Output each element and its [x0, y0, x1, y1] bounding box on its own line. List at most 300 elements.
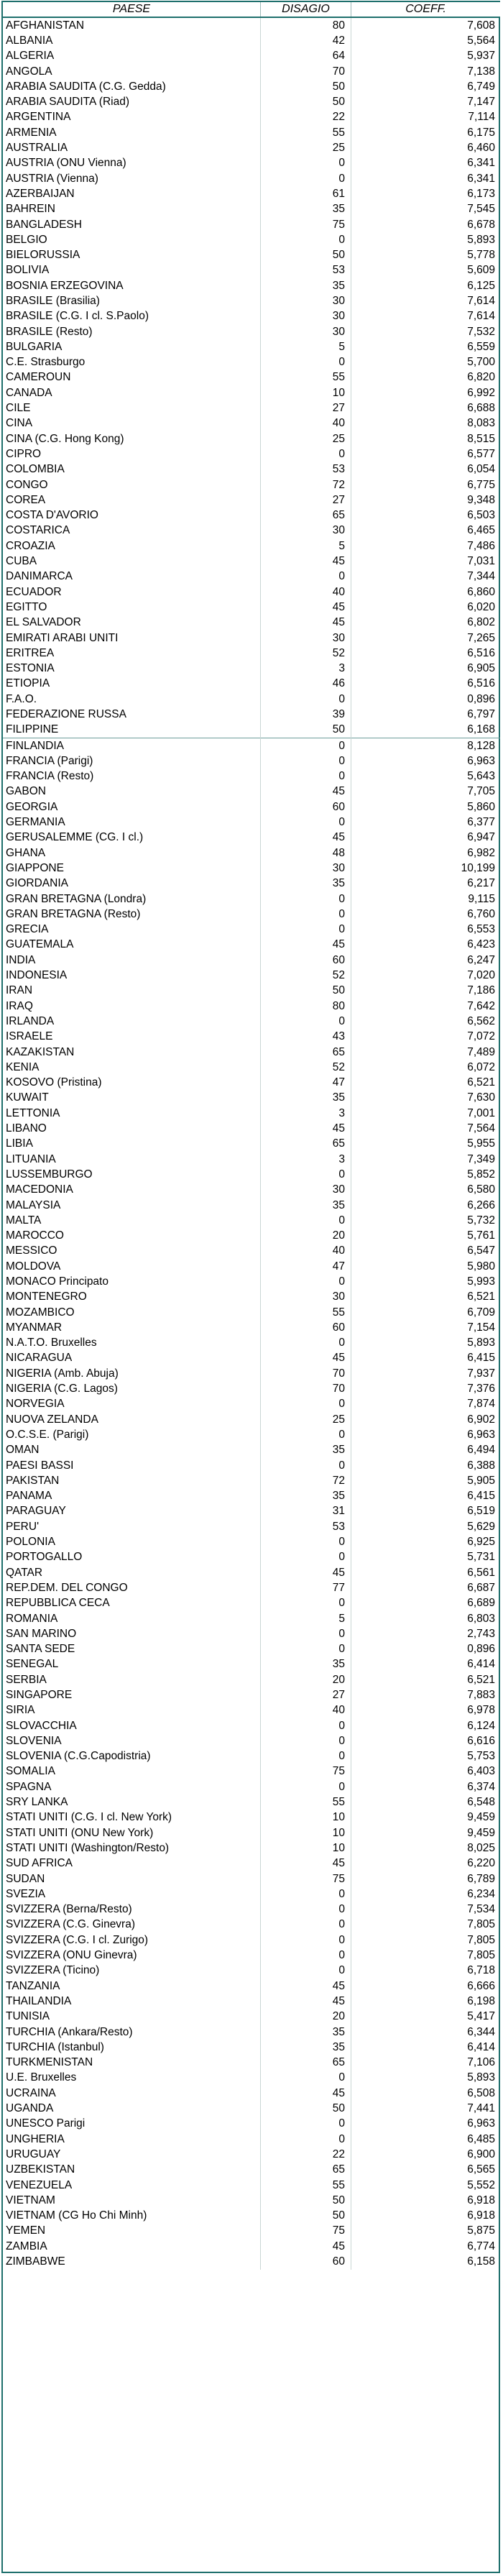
- disagio-cell: 53: [261, 1519, 351, 1534]
- table-row: [3, 2224, 500, 2239]
- table-row: [3, 1580, 500, 1595]
- disagio-cell: 35: [261, 1198, 351, 1213]
- disagio-cell: 0: [261, 232, 351, 247]
- coeff-cell: 7,874: [467, 1398, 495, 1411]
- coeff-cell: 7,265: [467, 631, 495, 644]
- disagio-cell: 5: [261, 538, 351, 554]
- country-cell: BIELORUSSIA: [3, 247, 261, 262]
- disagio-cell: 45: [261, 554, 351, 569]
- coeff-cell: 7,705: [467, 785, 495, 798]
- disagio-cell: 39: [261, 707, 351, 722]
- table-row: [3, 891, 500, 907]
- coeff-cell: 6,341: [467, 172, 495, 185]
- disagio-cell: 27: [261, 492, 351, 508]
- coeff-cell: 2,743: [467, 1627, 495, 1640]
- country-cell: REP.DEM. DEL CONGO: [3, 1580, 261, 1595]
- coefficient-table: [3, 2, 500, 2270]
- table-row: [3, 33, 500, 48]
- coeff-cell: 6,220: [467, 1857, 495, 1870]
- disagio-cell: 3: [261, 1106, 351, 1121]
- table-row: [3, 569, 500, 585]
- coeff-cell: 5,564: [467, 34, 495, 47]
- country-cell: ALGERIA: [3, 49, 261, 64]
- disagio-cell: 0: [261, 769, 351, 784]
- coeff-cell: 6,519: [467, 1505, 495, 1518]
- disagio-cell: 0: [261, 1933, 351, 1948]
- disagio-cell: 20: [261, 2009, 351, 2025]
- table-row: [3, 600, 500, 615]
- country-cell: YEMEN: [3, 2224, 261, 2239]
- country-cell: U.E. Bruxelles: [3, 2071, 261, 2086]
- table-row: [3, 1336, 500, 1351]
- country-cell: COREA: [3, 492, 261, 508]
- country-cell: AUSTRIA (Vienna): [3, 171, 261, 186]
- country-cell: CANADA: [3, 385, 261, 400]
- table-row: [3, 1948, 500, 1963]
- coeff-cell: 7,186: [467, 984, 495, 997]
- table-row: [3, 2239, 500, 2254]
- coeff-cell: 6,565: [467, 2163, 495, 2176]
- disagio-cell: 0: [261, 2117, 351, 2132]
- disagio-cell: 80: [261, 999, 351, 1014]
- table-row: [3, 1366, 500, 1381]
- table-row: [3, 2178, 500, 2193]
- coeff-cell: 6,963: [467, 2117, 495, 2130]
- table-row: [3, 1290, 500, 1305]
- disagio-cell: 0: [261, 1534, 351, 1549]
- disagio-cell: 40: [261, 585, 351, 600]
- disagio-cell: 53: [261, 462, 351, 477]
- country-cell: BELGIO: [3, 232, 261, 247]
- table-row: [3, 830, 500, 845]
- disagio-cell: 45: [261, 1565, 351, 1580]
- coeff-cell: 6,947: [467, 831, 495, 844]
- country-cell: CINA: [3, 416, 261, 431]
- country-cell: GEORGIA: [3, 799, 261, 815]
- country-cell: CUBA: [3, 554, 261, 569]
- country-cell: TUNISIA: [3, 2009, 261, 2025]
- coeff-cell: 6,548: [467, 1796, 495, 1809]
- coeff-cell: 6,516: [467, 646, 495, 659]
- table-row: [3, 938, 500, 953]
- coeff-cell: 8,025: [467, 1841, 495, 1854]
- country-cell: NUOVA ZELANDA: [3, 1412, 261, 1427]
- country-cell: ARABIA SAUDITA (Riad): [3, 94, 261, 109]
- disagio-cell: 10: [261, 1810, 351, 1825]
- disagio-cell: 0: [261, 922, 351, 938]
- disagio-cell: 30: [261, 1183, 351, 1198]
- country-cell: LIBIA: [3, 1137, 261, 1152]
- disagio-cell: 45: [261, 2086, 351, 2101]
- table-row: [3, 1351, 500, 1366]
- table-row: [3, 1856, 500, 1871]
- coeff-cell: 6,414: [467, 1658, 495, 1671]
- table-row: [3, 707, 500, 722]
- disagio-cell: 0: [261, 1213, 351, 1228]
- disagio-cell: 0: [261, 1779, 351, 1795]
- coeff-cell: 5,417: [467, 2010, 495, 2023]
- table-row: [3, 523, 500, 538]
- coeff-cell: 6,234: [467, 1887, 495, 1900]
- disagio-cell: 0: [261, 1458, 351, 1473]
- disagio-cell: 27: [261, 400, 351, 416]
- table-row: [3, 1657, 500, 1672]
- country-cell: TURCHIA (Istanbul): [3, 2040, 261, 2055]
- disagio-cell: 35: [261, 1091, 351, 1106]
- disagio-cell: 0: [261, 446, 351, 462]
- table-row: [3, 477, 500, 492]
- table-row: [3, 1611, 500, 1626]
- coeff-cell: 7,937: [467, 1367, 495, 1380]
- disagio-cell: 30: [261, 861, 351, 876]
- table-row: [3, 370, 500, 385]
- disagio-cell: 50: [261, 984, 351, 999]
- table-row: [3, 677, 500, 692]
- table-row: [3, 1075, 500, 1090]
- table-row: [3, 1519, 500, 1534]
- country-cell: ANGOLA: [3, 64, 261, 79]
- country-cell: SVIZZERA (ONU Ginevra): [3, 1948, 261, 1963]
- table-row: [3, 1871, 500, 1887]
- country-cell: UNGHERIA: [3, 2132, 261, 2147]
- disagio-cell: 25: [261, 1412, 351, 1427]
- coeff-cell: 5,731: [467, 1551, 495, 1564]
- coeff-cell: 6,774: [467, 2240, 495, 2252]
- disagio-cell: 75: [261, 1871, 351, 1887]
- coeff-cell: 9,348: [467, 493, 495, 506]
- coeff-cell: 6,341: [467, 157, 495, 170]
- coeff-cell: 7,349: [467, 1152, 495, 1165]
- country-cell: ESTONIA: [3, 661, 261, 676]
- coeff-cell: 7,344: [467, 570, 495, 583]
- disagio-cell: 30: [261, 523, 351, 538]
- country-cell: FEDERAZIONE RUSSA: [3, 707, 261, 722]
- table-row: [3, 1841, 500, 1856]
- disagio-cell: 0: [261, 1641, 351, 1656]
- country-cell: PERU': [3, 1519, 261, 1534]
- coefficient-table-frame: [1, 1, 500, 2573]
- disagio-cell: 45: [261, 784, 351, 799]
- table-row: [3, 309, 500, 324]
- country-cell: ARMENIA: [3, 125, 261, 140]
- disagio-cell: 47: [261, 1259, 351, 1274]
- coeff-cell: 6,709: [467, 1306, 495, 1319]
- coeff-cell: 6,963: [467, 754, 495, 767]
- coeff-cell: 6,718: [467, 1964, 495, 1977]
- coeff-cell: 6,760: [467, 907, 495, 920]
- country-cell: TURCHIA (Ankara/Resto): [3, 2025, 261, 2040]
- disagio-cell: 0: [261, 171, 351, 186]
- country-cell: LETTONIA: [3, 1106, 261, 1121]
- coeff-cell: 5,643: [467, 770, 495, 783]
- disagio-cell: 0: [261, 1274, 351, 1289]
- country-cell: UCRAINA: [3, 2086, 261, 2101]
- table-row: [3, 278, 500, 293]
- country-cell: TURKMENISTAN: [3, 2055, 261, 2070]
- country-cell: MESSICO: [3, 1244, 261, 1259]
- coeff-cell: 7,532: [467, 325, 495, 338]
- table-row: [3, 861, 500, 876]
- table-row: [3, 1703, 500, 1718]
- disagio-cell: 53: [261, 263, 351, 278]
- table-row: [3, 64, 500, 79]
- table-row: [3, 615, 500, 631]
- table-row: [3, 140, 500, 155]
- coeff-cell: 6,168: [467, 723, 495, 736]
- coeff-cell: 7,489: [467, 1045, 495, 1058]
- disagio-cell: 65: [261, 2055, 351, 2070]
- country-cell: ZAMBIA: [3, 2239, 261, 2254]
- country-cell: INDONESIA: [3, 968, 261, 983]
- coeff-cell: 6,485: [467, 2132, 495, 2145]
- coeff-cell: 5,893: [467, 233, 495, 246]
- table-row: [3, 431, 500, 446]
- country-cell: EMIRATI ARABI UNITI: [3, 631, 261, 646]
- table-row: [3, 1274, 500, 1289]
- table-row: [3, 2208, 500, 2223]
- disagio-cell: 0: [261, 692, 351, 707]
- country-cell: IRAN: [3, 984, 261, 999]
- disagio-cell: 60: [261, 953, 351, 968]
- coeff-cell: 6,521: [467, 1076, 495, 1089]
- table-row: [3, 646, 500, 661]
- disagio-cell: 35: [261, 1489, 351, 1504]
- table-row: [3, 1534, 500, 1549]
- country-cell: COSTARICA: [3, 523, 261, 538]
- country-cell: SOMALIA: [3, 1764, 261, 1779]
- coeff-cell: 6,415: [467, 1490, 495, 1503]
- coeff-cell: 6,749: [467, 80, 495, 93]
- country-cell: BOSNIA ERZEGOVINA: [3, 278, 261, 293]
- coeff-cell: 7,441: [467, 2102, 495, 2115]
- table-row: [3, 1473, 500, 1488]
- country-cell: CINA (C.G. Hong Kong): [3, 431, 261, 446]
- table-row: [3, 1733, 500, 1748]
- country-cell: GUATEMALA: [3, 938, 261, 953]
- disagio-cell: 50: [261, 79, 351, 94]
- country-cell: N.A.T.O. Bruxelles: [3, 1336, 261, 1351]
- table-row: [3, 1550, 500, 1565]
- country-cell: FRANCIA (Resto): [3, 769, 261, 784]
- disagio-cell: 65: [261, 1137, 351, 1152]
- country-cell: SLOVACCHIA: [3, 1718, 261, 1733]
- table-row: [3, 769, 500, 784]
- coeff-cell: 6,559: [467, 340, 495, 353]
- disagio-cell: 55: [261, 1795, 351, 1810]
- coeff-cell: 7,805: [467, 1933, 495, 1946]
- table-row: [3, 49, 500, 64]
- disagio-cell: 3: [261, 1152, 351, 1167]
- disagio-cell: 3: [261, 661, 351, 676]
- table-row: [3, 508, 500, 523]
- coeff-cell: 6,414: [467, 2040, 495, 2053]
- country-cell: PORTOGALLO: [3, 1550, 261, 1565]
- coeff-cell: 7,486: [467, 539, 495, 552]
- table-row: [3, 692, 500, 707]
- country-cell: AUSTRALIA: [3, 140, 261, 155]
- table-row: [3, 922, 500, 938]
- disagio-cell: 0: [261, 2071, 351, 2086]
- coeff-cell: 5,732: [467, 1214, 495, 1227]
- disagio-cell: 45: [261, 1979, 351, 1994]
- coeff-cell: 5,937: [467, 50, 495, 63]
- disagio-cell: 22: [261, 110, 351, 125]
- disagio-cell: 40: [261, 1244, 351, 1259]
- disagio-cell: 0: [261, 1963, 351, 1979]
- table-row: [3, 2025, 500, 2040]
- table-row: [3, 247, 500, 262]
- table-row: [3, 125, 500, 140]
- disagio-cell: 0: [261, 907, 351, 922]
- table-row: [3, 1687, 500, 1702]
- country-cell: BAHREIN: [3, 202, 261, 217]
- coeff-cell: 9,459: [467, 1826, 495, 1839]
- country-cell: SVIZZERA (Ticino): [3, 1963, 261, 1979]
- table-row: [3, 845, 500, 861]
- country-cell: SRY LANKA: [3, 1795, 261, 1810]
- country-cell: DANIMARCA: [3, 569, 261, 585]
- coeff-cell: 6,687: [467, 1581, 495, 1594]
- country-cell: SAN MARINO: [3, 1626, 261, 1641]
- coeff-cell: 7,545: [467, 203, 495, 216]
- disagio-cell: 80: [261, 17, 351, 33]
- coeff-cell: 6,789: [467, 1872, 495, 1885]
- coeff-cell: 6,902: [467, 1413, 495, 1426]
- table-row: [3, 1994, 500, 2009]
- table-row: [3, 1213, 500, 1228]
- table-row: [3, 110, 500, 125]
- table-row: [3, 446, 500, 462]
- table-row: [3, 492, 500, 508]
- coeff-cell: 6,918: [467, 2194, 495, 2206]
- country-cell: CIPRO: [3, 446, 261, 462]
- coeff-cell: 6,562: [467, 1014, 495, 1027]
- coeff-cell: 0,896: [467, 1643, 495, 1656]
- table-row: [3, 554, 500, 569]
- disagio-cell: 30: [261, 309, 351, 324]
- disagio-cell: 0: [261, 2132, 351, 2147]
- table-row: [3, 94, 500, 109]
- country-cell: MALAYSIA: [3, 1198, 261, 1213]
- country-cell: SLOVENIA (C.G.Capodistria): [3, 1749, 261, 1764]
- disagio-cell: 35: [261, 876, 351, 891]
- country-cell: C.E. Strasburgo: [3, 355, 261, 370]
- table-row: [3, 1121, 500, 1136]
- coeff-cell: 6,925: [467, 1536, 495, 1549]
- coeff-cell: 6,978: [467, 1704, 495, 1717]
- disagio-cell: 55: [261, 2178, 351, 2193]
- country-cell: LUSSEMBURGO: [3, 1167, 261, 1182]
- table-row: [3, 1381, 500, 1396]
- table-row: [3, 1045, 500, 1060]
- disagio-cell: 0: [261, 156, 351, 171]
- coeff-cell: 6,547: [467, 1245, 495, 1257]
- country-cell: INDIA: [3, 953, 261, 968]
- table-row: [3, 1030, 500, 1045]
- coeff-cell: 6,508: [467, 2086, 495, 2099]
- country-cell: UNESCO Parigi: [3, 2117, 261, 2132]
- disagio-cell: 0: [261, 1596, 351, 1611]
- table-row: [3, 1825, 500, 1841]
- table-row: [3, 17, 500, 33]
- coeff-cell: 7,376: [467, 1383, 495, 1395]
- table-row: [3, 2254, 500, 2269]
- table-header-row: [3, 2, 500, 17]
- coeff-cell: 6,678: [467, 218, 495, 231]
- disagio-cell: 45: [261, 1121, 351, 1136]
- coeff-cell: 5,761: [467, 1229, 495, 1242]
- table-row: [3, 1458, 500, 1473]
- coeff-cell: 6,198: [467, 1994, 495, 2007]
- coeff-cell: 6,247: [467, 953, 495, 966]
- table-row: [3, 1641, 500, 1656]
- country-cell: VIETNAM: [3, 2193, 261, 2208]
- country-cell: MOZAMBICO: [3, 1305, 261, 1320]
- coeff-cell: 6,803: [467, 1612, 495, 1625]
- table-row: [3, 324, 500, 339]
- table-row: [3, 815, 500, 830]
- country-cell: GRAN BRETAGNA (Resto): [3, 907, 261, 922]
- coeff-cell: 7,114: [468, 111, 495, 124]
- country-cell: O.C.S.E. (Parigi): [3, 1427, 261, 1442]
- disagio-cell: 0: [261, 1014, 351, 1029]
- coeff-cell: 7,564: [467, 1122, 495, 1135]
- table-row: [3, 202, 500, 217]
- country-cell: CAMEROUN: [3, 370, 261, 385]
- table-row: [3, 156, 500, 171]
- disagio-cell: 75: [261, 217, 351, 232]
- table-row: [3, 1718, 500, 1733]
- coeff-cell: 5,875: [467, 2224, 495, 2237]
- coeff-cell: 6,775: [467, 478, 495, 491]
- table-row: [3, 1489, 500, 1504]
- country-cell: LITUANIA: [3, 1152, 261, 1167]
- coeff-cell: 8,128: [351, 738, 501, 753]
- table-row: [3, 1305, 500, 1320]
- country-cell: LIBANO: [3, 1121, 261, 1136]
- disagio-cell: 45: [261, 615, 351, 631]
- coeff-cell: 5,778: [467, 249, 495, 262]
- disagio-cell: 27: [261, 1687, 351, 1702]
- coeff-cell: 6,423: [467, 938, 495, 951]
- table-row: [3, 186, 500, 201]
- disagio-cell: 35: [261, 278, 351, 293]
- country-cell: PANAMA: [3, 1489, 261, 1504]
- disagio-cell: 52: [261, 646, 351, 661]
- table-row: [3, 738, 500, 753]
- country-cell: STATI UNITI (ONU New York): [3, 1825, 261, 1841]
- disagio-cell: 45: [261, 1994, 351, 2009]
- coeff-cell: 5,893: [467, 2071, 495, 2084]
- coeff-cell: 7,630: [467, 1091, 495, 1104]
- table-row: [3, 2086, 500, 2101]
- disagio-cell: 64: [261, 49, 351, 64]
- disagio-cell: 60: [261, 799, 351, 815]
- disagio-cell: 35: [261, 1657, 351, 1672]
- table-row: [3, 907, 500, 922]
- table-row: [3, 753, 500, 769]
- coeff-cell: 6,054: [467, 463, 495, 476]
- coeff-cell: 6,460: [467, 142, 495, 155]
- country-cell: KAZAKISTAN: [3, 1045, 261, 1060]
- country-cell: BULGARIA: [3, 339, 261, 354]
- disagio-cell: 22: [261, 2147, 351, 2162]
- disagio-cell: 48: [261, 845, 351, 861]
- coeff-cell: 6,802: [467, 616, 495, 629]
- disagio-cell: 45: [261, 938, 351, 953]
- country-cell: URUGUAY: [3, 2147, 261, 2162]
- coeff-cell: 5,860: [467, 800, 495, 813]
